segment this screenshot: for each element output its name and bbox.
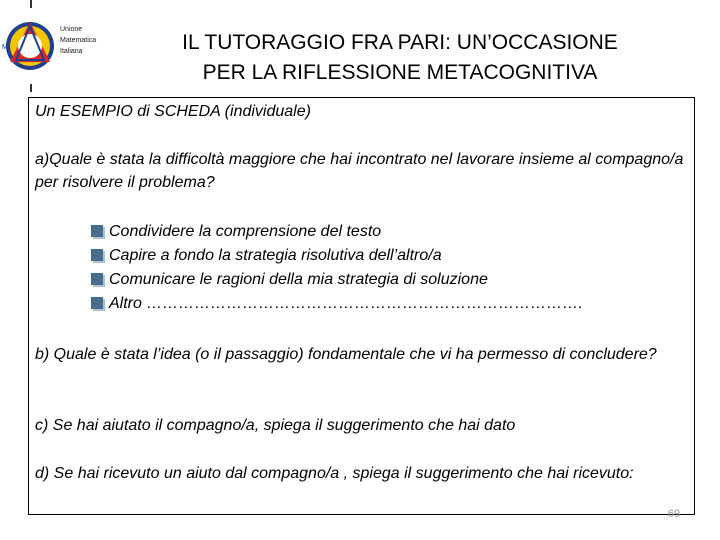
option-label: Comunicare le ragioni della mia strategia di soluzione [109, 271, 488, 288]
card-heading: Un ESEMPIO di SCHEDA (individuale) [35, 103, 311, 120]
page-number: 69 [667, 508, 680, 520]
option-item [91, 292, 583, 316]
checkbox-icon[interactable] [91, 249, 103, 261]
option-label: Altro ………………………………………………………………………. [109, 295, 583, 312]
options-list [91, 220, 583, 316]
checkbox-icon[interactable] [91, 273, 103, 285]
question-d: d) Se hai ricevuto un aiuto dal compagno/a , spiega il suggerimento che hai ricevuto: [35, 465, 634, 482]
title-line-2: PER LA RIFLESSIONE METACOGNITIVA [202, 61, 598, 84]
checkbox-icon[interactable] [91, 225, 103, 237]
uni-logo [0, 0, 120, 95]
logo-line-3: Italiana [60, 48, 83, 55]
worksheet-card [28, 97, 695, 515]
question-b: b) Quale è stata l’idea (o il passaggio) fondamentale che vi ha permesso di concludere? [35, 346, 657, 363]
option-item [91, 220, 583, 244]
logo-line-2: Matematica [60, 37, 97, 44]
question-c: c) Se hai aiutato il compagno/a, spiega il suggerimento che hai dato [35, 417, 516, 434]
umi-emblem-icon [0, 0, 60, 95]
option-label: Capire a fondo la strategia risolutiva dell’altro/a [109, 247, 442, 264]
option-label: Condividere la comprensione del testo [109, 223, 382, 240]
svg-text:M: M [2, 44, 8, 51]
option-item [91, 244, 583, 268]
logo-line-1: Unione [60, 26, 83, 33]
title-line-1: IL TUTORAGGIO FRA PARI: UN’OCCASIONE [182, 31, 618, 54]
slide-title [120, 28, 680, 88]
question-a: a)Quale è stata la difficoltà maggiore che hai incontrato nel lavorare insieme al compagno/a per risolvere il problema? [35, 151, 684, 191]
option-item [91, 268, 583, 292]
checkbox-icon[interactable] [91, 297, 103, 309]
